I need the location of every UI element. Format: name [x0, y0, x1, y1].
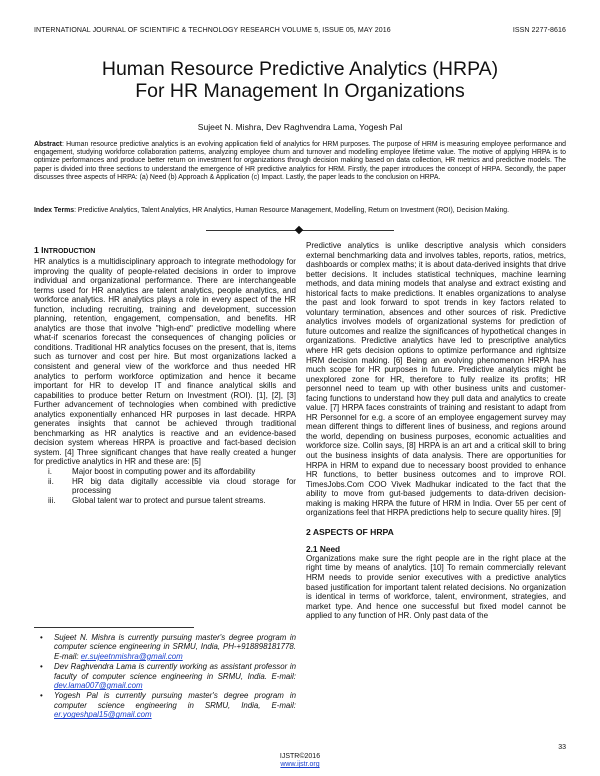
left-column — [34, 245, 296, 505]
changes-list — [34, 467, 296, 505]
title-line-2: For HR Management In Organizations — [135, 80, 465, 102]
paper-title — [0, 58, 600, 102]
section-2-heading: 2 ASPECTS OF HRPA — [306, 526, 394, 537]
abstract-text: : Human resource predictive analytics is an evolving application field of analytics for HRM purposes. The purpose of HRM is measuring employee performance and engagement, studying workforce collaboration patterns, analyzing employee churn and turnover and modelling employee lifetime value. The motive of applying HRPA is to optimize performances and produce better return on investment for organizations through decision making based on data collection, HR metrics and predictive models. The paper is divided into three sections to understand the emergence of HR predictive analytics for HRM. Firstly, the paper introduces the concept of HRPA. Secondly, the paper discusses three aspects of HRPA: (a) Need (b) Approach & Application (c) Impact. Lastly, the paper leads to the conclusion on HRPA. — [34, 141, 566, 181]
divider-diamond-icon — [295, 225, 303, 233]
title-line-1: Human Resource Predictive Analytics (HRPA) — [101, 58, 499, 80]
section-1-paragraph: HR analytics is a multidisciplinary approach to integrate methodology for improving the quality of people-related decisions in order to improve individual and organizational performance. There are interchangeable terms used for HR analytics are talent analytics, people analytics, and workforce analytics. HR analytics plays a role in every aspect of the HR function, including recruiting, training and development, succession planning, retention, engagement, compensation, and benefits. HR analytics are those that involve "high-end" predictive modelling where what-if scenarios forecast the consequences of changing policies or conditions. Traditional HR analytics focuses on the present, that is, items such as turnover and cost per hire. But most organizations lacked a consistent and general view of the workforce and thus needed HR analytics to perform workforce optimization and hence it became important for HR to develop IT and finance analytical skills and capabilities to produce better Return on Investment (ROI). [1], [2], [3] Further advancement of technologies when combined with predictive analytics exponentially enhanced HR purposes in last decade. HRPA generates insights that cannot be achieved through traditional benchmarking as HR analytics is reactive and an evidence-based decision system whereas HRPA is proactive and fact-based decision system. [4] Three significant changes that have really created a hunger for predictive analytics in HR and these are: [5] — [34, 257, 296, 467]
email-link[interactable]: dev.lama007@gmail.com — [54, 681, 143, 691]
footnote-item: • Sujeet N. Mishra is currently pursuing master's degree program in computer science engineering in SRMU, India, PH-+918898181778. E-mail: er.sujeetnmishra@gmail.com — [40, 633, 296, 661]
index-terms-label: Index Terms — [34, 207, 75, 214]
index-terms — [34, 207, 566, 215]
need-paragraph: Organizations make sure the right people are in the right place at the right time by means of analytics. [10] To remain commercially relevant HRM needs to provide senior executives with a predictive analytics based justification for important talent related decisions. No organization is identical in terms of workforce, talent, environment, strategies, and market type. And hence one successful but fixed model cannot be applied to any function of HR. Only past data of the — [306, 553, 566, 621]
list-item: iii. Global talent war to protect and pursue talent streams. — [48, 495, 266, 505]
list-item: ii. HR big data digitally accessible via cloud storage for processing — [48, 476, 296, 496]
journal-line: INTERNATIONAL JOURNAL OF SCIENTIFIC & TECHNOLOGY RESEARCH VOLUME 5, ISSUE 05, MAY 2016 — [34, 27, 391, 34]
authors: Sujeet N. Mishra, Dev Raghvendra Lama, Yogesh Pal — [197, 122, 403, 132]
footnote-item: • Dev Raghvendra Lama is currently working as assistant professor in faculty of computer science engineering in SRMU, India. E-mail: dev.lama007@gmail.com — [40, 662, 296, 691]
email-link[interactable]: er.sujeetnmishra@gmail.com — [80, 651, 183, 661]
subsection-2-1-heading: 2.1 Need — [306, 543, 341, 554]
journal-footer — [0, 753, 600, 769]
bullet-icon: • — [40, 662, 43, 672]
index-terms-text: : Predictive Analytics, Talent Analytics, HR Analytics, Human Resource Management, Modelling, Return on Investment (ROI), Decision Making. — [74, 207, 510, 214]
right-column — [306, 241, 566, 621]
footnote-item: • Yogesh Pal is currently pursuing master's degree program in computer science engineering in SRMU, India, E-mail: er.yogeshpal15@gmail.com — [40, 691, 296, 720]
bullet-icon: • — [40, 633, 43, 642]
page-number: 33 — [558, 744, 566, 751]
footnote-separator — [34, 627, 194, 628]
section-1-heading: 1 INTRODUCTION — [34, 245, 96, 255]
predictive-analytics-paragraph: Predictive analytics is unlike descriptive analysis which considers external benchmarking data and involves tables, reports, ratios, metrics, dashboards or complex maths; it is about data-derived insights that drive better decisions. It includes statistical techniques, machine learning methods, and data mining models that analyse and extract existing and historical facts to make predictions. It enables organizations to analyse the past and look forward to spot trends in key factors related to voluntary termination, absences and other sources of risk. Predictive analytics involves models of organizational systems for prediction of future outcomes and realize the significances of hypothetical changes in organizations. Predictive analytics have led to prescriptive analytics where HR gets decision options to optimize performance and rightsize HRM decision making. [6] Being an evolving phenomenon HRPA has much scope for HR purposes in future. Predictive analytics might be unexplored zone for HR, therefore to fully realize its profits; HR personnel need to team up with other business units and customer-facing functions to understand how they pull data and analytics to create value. [7] HRPA faces constraints of training and resistant to adapt from HR Personnel for e.g. a score of an employee engagement survey may mean different things to different lines of business, and regions around the world, depending on business purposes, economic actualities and workforce size. Collin says, [8] HRPA is an art and a critical skill to bring out the business insights of data analysis. There are opportunities for HRPA in HRM to expand due to necessary boost provided to enhance HR functions, to better business outcomes and to improve ROI. TimesJobs.Com COO Vivek Madhukar indicated to the fact that the ability to move from gut-based judgements to data-driven decision-making is making HRPA the future of HRM in India. Over 55 per cent of organizations feel that HRPA predictions help to secure quality hires. [9] — [306, 241, 566, 518]
journal-url-link[interactable]: www.ijstr.org — [280, 761, 320, 768]
abstract-label: Abstract — [34, 141, 62, 148]
abstract — [34, 141, 566, 182]
list-item: i. Major boost in computing power and its affordability — [48, 467, 256, 477]
journal-code: IJSTR©2016 — [279, 753, 321, 760]
bullet-icon: • — [40, 691, 43, 701]
author-footnotes — [40, 633, 296, 721]
issn: ISSN 2277-8616 — [512, 27, 566, 34]
email-link[interactable]: er.yogeshpal15@gmail.com — [54, 710, 152, 720]
